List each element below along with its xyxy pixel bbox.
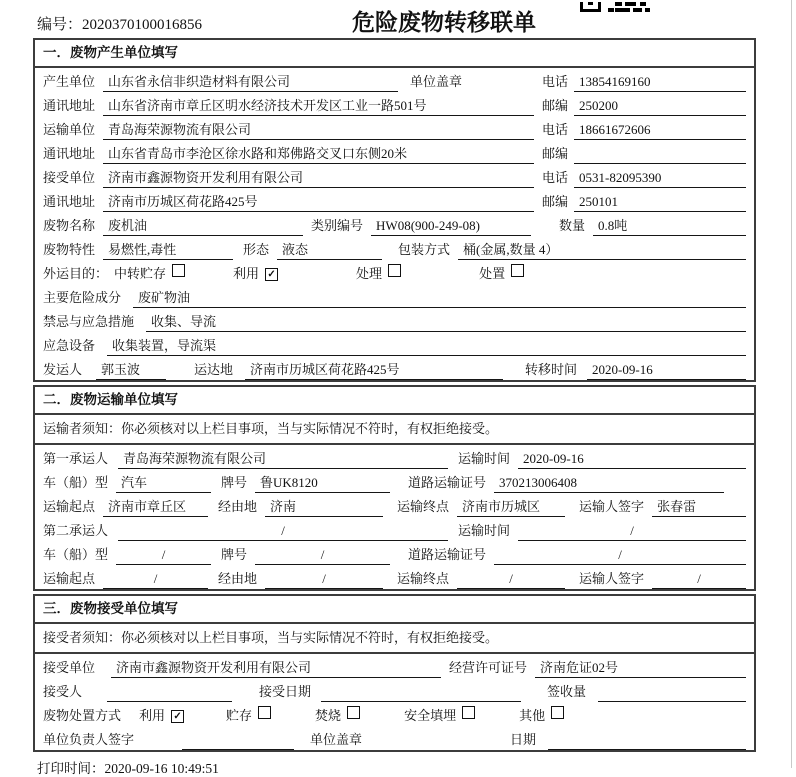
zip-label: 邮编: [541, 98, 568, 113]
hazard-value: 废矿物油: [133, 288, 746, 308]
transporter-value: 青岛海荣源物流有限公司: [103, 120, 534, 140]
vehicle1-type-value: 汽车: [116, 473, 211, 493]
row-disposal-method: [35, 702, 754, 726]
row-producer-address: [35, 92, 754, 116]
section-producer: [33, 38, 756, 382]
shipper-label: 发运人: [43, 362, 83, 377]
transport-time-label: 运输时间: [458, 523, 511, 538]
origin-label: 运输起点: [43, 499, 96, 514]
destination-value: 济南市历城区荷花路425号: [245, 360, 503, 380]
traits-value: 易燃性,毒性: [103, 240, 233, 260]
zip-label: 邮编: [541, 194, 568, 209]
row-vehicle1: [35, 469, 754, 493]
checkbox-checked: ✓: [265, 268, 278, 281]
disposal-label: 废物处置方式: [43, 708, 122, 723]
accept-unit-value: 济南市鑫源物资开发利用有限公司: [111, 658, 441, 678]
transporter-label: 运输单位: [43, 122, 96, 137]
vehicle2-type-value: /: [116, 545, 211, 565]
origin2-value: /: [103, 569, 208, 589]
section-transport: [33, 385, 756, 591]
row-accept-unit: [35, 654, 754, 678]
address-label: 通讯地址: [43, 146, 96, 161]
road-permit-label: 道路运输证号: [408, 547, 487, 562]
permit2-value: /: [494, 545, 746, 565]
plate-label: 牌号: [221, 547, 248, 562]
row-hazard-component: [35, 284, 754, 308]
transporter-address-value: 山东省青岛市李沧区徐水路和郑佛路交叉口东侧20米: [103, 144, 534, 164]
page-right-border: [791, 0, 792, 768]
form-header: [0, 0, 796, 38]
disposal-use-label: 利用: [139, 708, 166, 723]
producer-phone-value: 13854169160: [574, 72, 746, 92]
purpose-option-dispose: [479, 264, 524, 284]
vehicle-type-label: 车（船）型: [43, 475, 109, 490]
transporter-notice-text: 运输者须知：你必须核对以上栏目事项，当与实际情况不符时，有权拒绝接受。: [43, 421, 499, 436]
date-label: 日期: [510, 732, 537, 747]
purpose-option-transfer: [114, 264, 185, 284]
hazard-label: 主要危险成分: [43, 290, 122, 305]
checkbox-unchecked: [551, 706, 564, 719]
waste-name-label: 废物名称: [43, 218, 96, 233]
taboo-value: 收集、导流: [146, 312, 746, 332]
phone-label: 电话: [541, 170, 568, 185]
transporter-phone-value: 18661672606: [574, 120, 746, 140]
row-transporter: [35, 116, 754, 140]
disposal-option-store: [226, 706, 271, 726]
disposal-burn-label: 焚烧: [315, 708, 342, 723]
plate2-value: /: [255, 545, 390, 565]
row-transport-purpose: [35, 260, 754, 284]
equipment-label: 应急设备: [43, 338, 96, 353]
license-label: 经营许可证号: [449, 660, 528, 675]
waste-name-value: 废机油: [103, 216, 303, 236]
receiver-notice: [35, 624, 754, 654]
row-head-signature: [35, 726, 754, 750]
carrier1-label: 第一承运人: [43, 451, 109, 466]
acceptor-value-blank: [107, 701, 232, 702]
dest-label: 运输终点: [397, 571, 450, 586]
disposal-landfill-label: 安全填埋: [404, 708, 457, 723]
row-transporter-address: [35, 140, 754, 164]
purpose-use-label: 利用: [233, 266, 260, 281]
phone-label: 电话: [541, 74, 568, 89]
accept-date-label: 接受日期: [259, 684, 312, 699]
origin1-value: 济南市章丘区: [103, 497, 208, 517]
row-receiver-address: [35, 188, 754, 212]
checkbox-unchecked: [172, 264, 185, 277]
row-shipper: [35, 356, 754, 380]
row-taboo-measures: [35, 308, 754, 332]
document-number-value: 2020370100016856: [82, 17, 203, 33]
receiver-zip-value: 250101: [574, 192, 746, 212]
via-label: 经由地: [218, 499, 258, 514]
transporter-zip-value: [574, 163, 746, 164]
packing-value: 桶(金属,数量 4）: [458, 240, 746, 260]
disposal-store-label: 贮存: [226, 708, 253, 723]
receiver-notice-text: 接受者须知：你必须核对以上栏目事项，当与实际情况不符时，有权拒绝接受。: [43, 630, 499, 645]
carrier1-time-value: 2020-09-16: [518, 449, 746, 469]
row-waste-name: [35, 212, 754, 236]
receiver-address-value: 济南市历城区荷花路425号: [103, 192, 534, 212]
sign-qty-value-blank: [598, 701, 746, 702]
row-carrier1: [35, 445, 754, 469]
document-number-label: 编号：: [37, 17, 83, 33]
form-state-value: 液态: [277, 240, 382, 260]
category-label: 类别编号: [311, 218, 364, 233]
section-transport-title: 二．废物运输单位填写: [35, 387, 754, 415]
document-number: [37, 13, 202, 34]
transport-time-label: 运输时间: [458, 451, 511, 466]
via-label: 经由地: [218, 571, 258, 586]
road-permit-label: 道路运输证号: [408, 475, 487, 490]
destination-label: 运达地: [194, 362, 234, 377]
phone-label: 电话: [541, 122, 568, 137]
acceptor-label: 接受人: [43, 684, 83, 699]
vehicle-type-label: 车（船）型: [43, 547, 109, 562]
equipment-value: 收集装置，导流渠: [107, 336, 746, 356]
purpose-option-treat: [356, 264, 401, 284]
address-label: 通讯地址: [43, 194, 96, 209]
accept-date-value-blank: [321, 701, 521, 702]
plate1-value: 鲁UK8120: [255, 473, 390, 493]
disposal-option-burn: [315, 706, 360, 726]
section-receiver: [33, 594, 756, 752]
producer-address-value: 山东省济南市章丘区明水经济技术开发区工业一路501号: [103, 96, 534, 116]
disposal-option-use: [139, 706, 184, 726]
row-carrier2: [35, 517, 754, 541]
producer-zip-value: 250200: [574, 96, 746, 116]
checkbox-unchecked: [462, 706, 475, 719]
purpose-treat-label: 处理: [356, 266, 383, 281]
form-state-label: 形态: [243, 242, 270, 257]
head-sign-value-blank: [182, 749, 294, 750]
checkbox-unchecked: [511, 264, 524, 277]
checkbox-unchecked: [258, 706, 271, 719]
traits-label: 废物特性: [43, 242, 96, 257]
row-producer: [35, 68, 754, 92]
producer-value: 山东省永信非织造材料有限公司: [103, 72, 398, 92]
row-acceptor: [35, 678, 754, 702]
quantity-label: 数量: [559, 218, 586, 233]
plate-label: 牌号: [221, 475, 248, 490]
disposal-option-landfill: [404, 706, 475, 726]
head-sign-label: 单位负责人签字: [43, 732, 135, 747]
checkbox-unchecked: [347, 706, 360, 719]
carrier2-value: /: [118, 521, 448, 541]
disposal-option-other: [519, 706, 564, 726]
permit1-value: 370213006408: [494, 473, 724, 493]
purpose-dispose-label: 处置: [479, 266, 506, 281]
dest2-value: /: [457, 569, 565, 589]
purpose-option-use: [233, 264, 278, 284]
row-receiver: [35, 164, 754, 188]
shipper-value: 郭玉波: [96, 360, 166, 380]
carrier2-time-value: /: [518, 521, 746, 541]
row-route1: [35, 493, 754, 517]
carrier-sign-label: 运输人签字: [579, 499, 645, 514]
date-value-blank: [548, 749, 746, 750]
packing-label: 包装方式: [398, 242, 451, 257]
zip-label: 邮编: [541, 146, 568, 161]
accept-unit-label: 接受单位: [43, 660, 96, 675]
origin-label: 运输起点: [43, 571, 96, 586]
unit-seal-label: 单位盖章: [410, 74, 463, 89]
transfer-time-value: 2020-09-16: [587, 360, 746, 380]
form-content: [33, 38, 756, 752]
producer-label: 产生单位: [43, 74, 96, 89]
row-vehicle2: [35, 541, 754, 565]
row-route2: [35, 565, 754, 589]
section-receiver-title: 三．废物接受单位填写: [35, 596, 754, 624]
dest-label: 运输终点: [397, 499, 450, 514]
row-emergency-equipment: [35, 332, 754, 356]
dest1-value: 济南市历城区: [457, 497, 565, 517]
disposal-other-label: 其他: [519, 708, 546, 723]
receiver-label: 接受单位: [43, 170, 96, 185]
quantity-value: 0.8吨: [593, 216, 746, 236]
unit-seal-label: 单位盖章: [310, 732, 363, 747]
category-value: HW08(900-249-08): [371, 216, 531, 236]
via1-value: 济南: [265, 497, 383, 517]
address-label: 通讯地址: [43, 98, 96, 113]
page-title: 危险废物转移联单: [352, 9, 536, 35]
transporter-notice: [35, 415, 754, 445]
checkbox-checked: ✓: [171, 710, 184, 723]
transfer-time-label: 转移时间: [525, 362, 578, 377]
row-waste-traits: [35, 236, 754, 260]
taboo-label: 禁忌与应急措施: [43, 314, 135, 329]
section-producer-title: 一．废物产生单位填写: [35, 40, 754, 68]
print-time: 打印时间：2020-09-16 10:49:51: [37, 761, 219, 776]
receiver-value: 济南市鑫源物资开发利用有限公司: [103, 168, 534, 188]
receiver-phone-value: 0531-82095390: [574, 168, 746, 188]
via2-value: /: [265, 569, 383, 589]
sign2-value: /: [652, 569, 746, 589]
carrier-sign-label: 运输人签字: [579, 571, 645, 586]
sign1-value: 张春雷: [652, 497, 746, 517]
carrier2-label: 第二承运人: [43, 523, 109, 538]
purpose-transfer-label: 中转贮存: [114, 266, 167, 281]
checkbox-unchecked: [388, 264, 401, 277]
sign-qty-label: 签收量: [547, 684, 587, 699]
license-value: 济南危证02号: [535, 658, 746, 678]
purpose-label: 外运目的：: [43, 266, 109, 281]
carrier1-value: 青岛海荣源物流有限公司: [118, 449, 448, 469]
